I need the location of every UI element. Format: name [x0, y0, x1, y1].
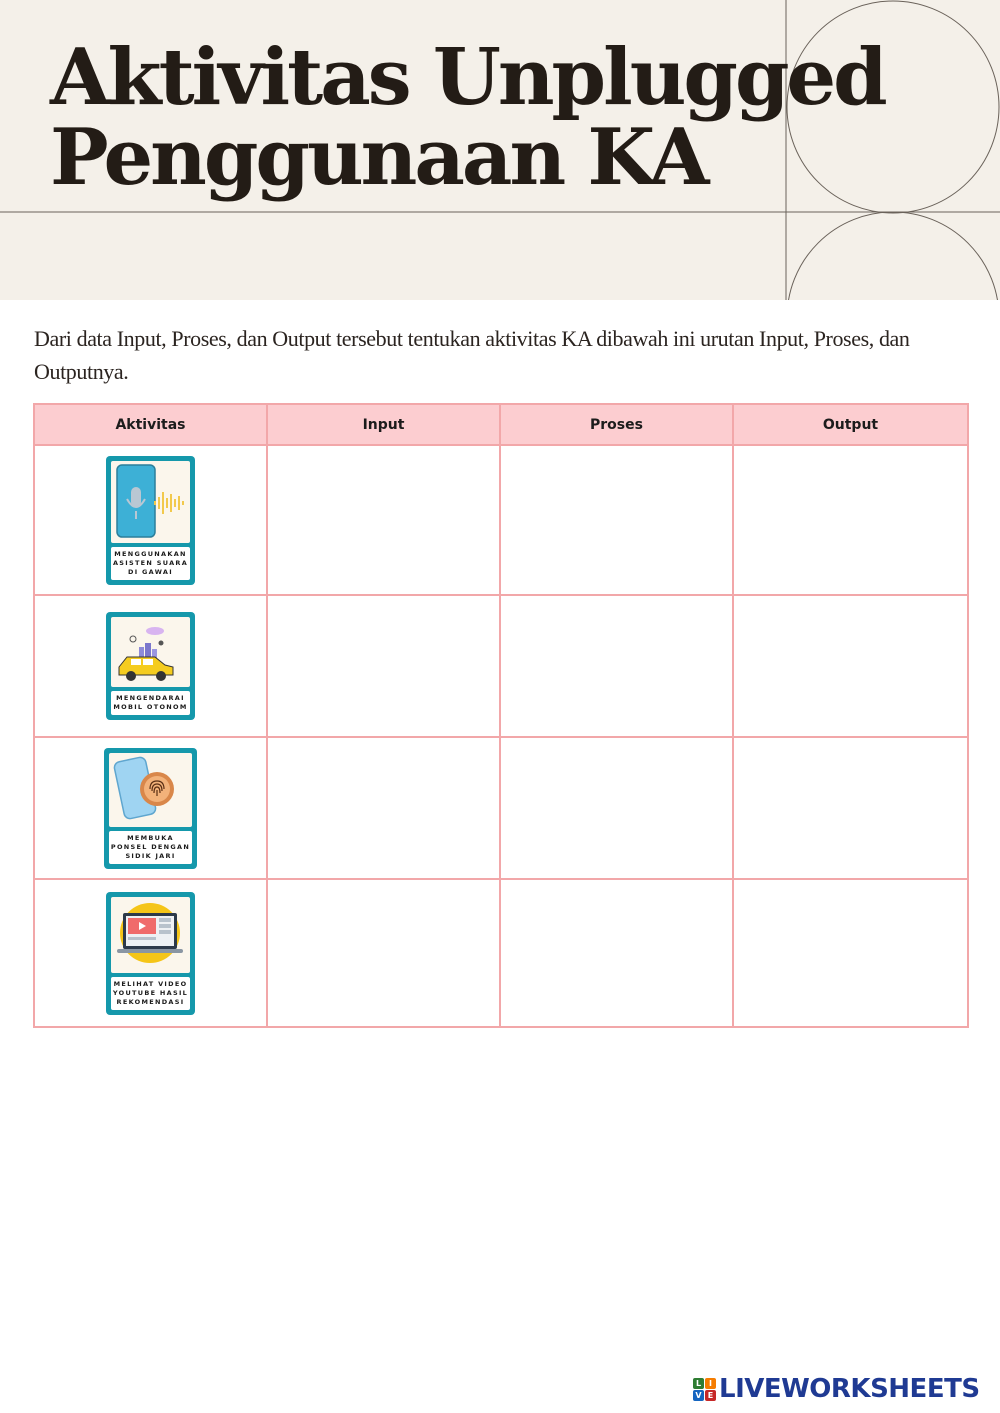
output-cell[interactable] — [733, 737, 968, 879]
input-cell[interactable] — [267, 595, 500, 737]
activity-label: MENGGUNAKAN ASISTEN SUARA DI GAWAI — [111, 547, 190, 580]
title-line-2: Penggunaan KA — [50, 112, 707, 203]
column-header-proses: Proses — [500, 404, 733, 445]
liveworksheets-logo-icon: L I V E — [693, 1378, 716, 1401]
activity-label: MEMBUKA PONSEL DENGAN SIDIK JARI — [109, 831, 192, 864]
activity-cell — [34, 737, 267, 879]
proses-cell[interactable] — [500, 879, 733, 1027]
brand-name: LIVEWORKSHEETS — [719, 1374, 980, 1404]
activity-table — [33, 403, 969, 1028]
video-laptop-icon — [111, 897, 190, 973]
instruction-text: Dari data Input, Proses, dan Output tersebut tentukan aktivitas KA dibawah ini urutan Input, Proses, dan Outputnya. — [34, 326, 910, 384]
output-cell[interactable] — [733, 445, 968, 595]
title-line-1: Aktivitas Unplugged — [50, 32, 885, 123]
column-header-input: Input — [267, 404, 500, 445]
table-row — [34, 879, 968, 1027]
column-header-output: Output — [733, 404, 968, 445]
autonomous-car-icon — [111, 617, 189, 687]
proses-cell[interactable] — [500, 445, 733, 595]
activity-card — [106, 892, 195, 1015]
page-title — [50, 32, 885, 203]
input-cell[interactable] — [267, 879, 500, 1027]
header-banner — [0, 0, 1000, 300]
table-row — [34, 595, 968, 737]
activity-cell — [34, 879, 267, 1027]
activity-card — [106, 612, 194, 720]
activity-cell — [34, 445, 267, 595]
proses-cell[interactable] — [500, 595, 733, 737]
output-cell[interactable] — [733, 595, 968, 737]
activity-label: MENGENDARAI MOBIL OTONOM — [111, 691, 189, 715]
column-header-aktivitas: Aktivitas — [34, 404, 267, 445]
output-cell[interactable] — [733, 879, 968, 1027]
activity-card — [106, 456, 195, 585]
voice-assistant-icon — [111, 461, 190, 543]
input-cell[interactable] — [267, 445, 500, 595]
table-row — [34, 445, 968, 595]
table-row — [34, 737, 968, 879]
liveworksheets-logo[interactable] — [693, 1374, 980, 1404]
table-header-row — [34, 404, 968, 445]
fingerprint-phone-icon — [109, 753, 192, 827]
activity-cell — [34, 595, 267, 737]
activity-card — [104, 748, 197, 869]
input-cell[interactable] — [267, 737, 500, 879]
proses-cell[interactable] — [500, 737, 733, 879]
activity-label: MELIHAT VIDEO YOUTUBE HASIL REKOMENDASI — [111, 977, 190, 1010]
